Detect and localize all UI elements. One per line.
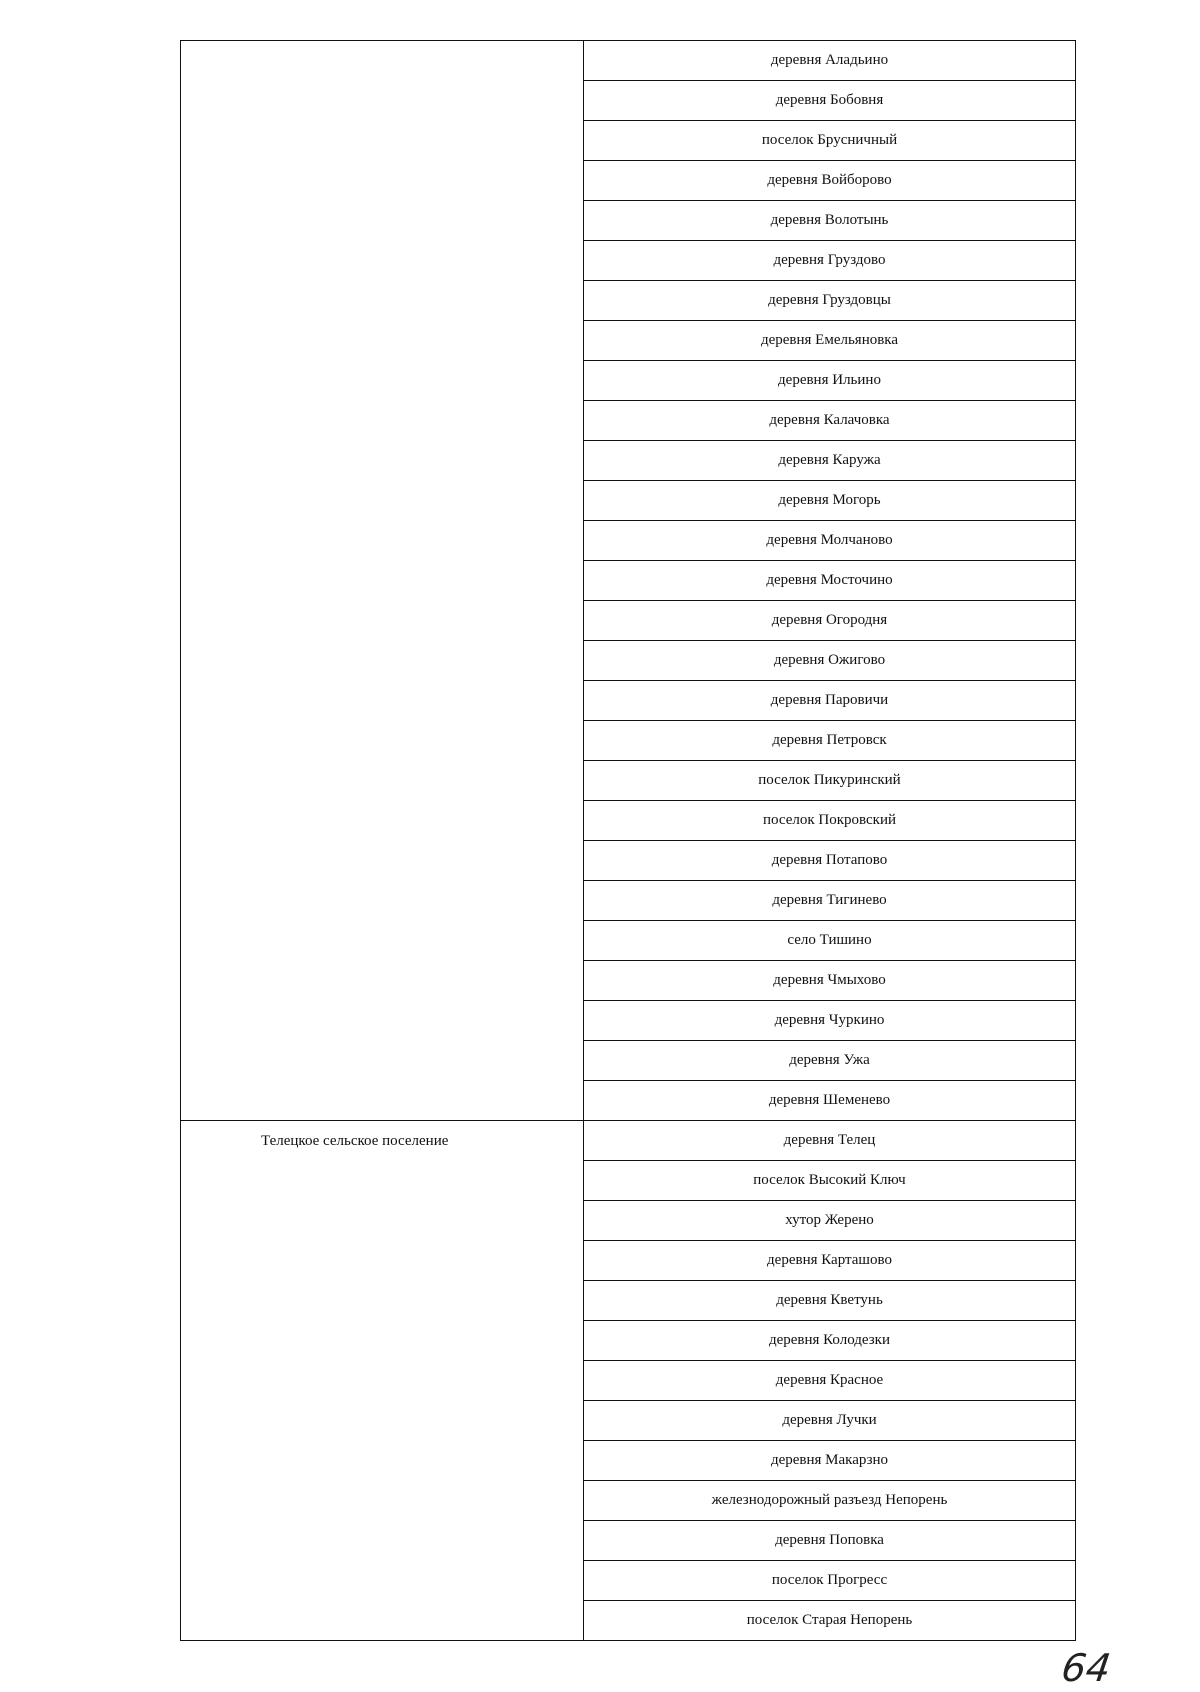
settlement-name: деревня Волотынь — [584, 201, 1076, 241]
settlement-name: поселок Высокий Ключ — [584, 1161, 1076, 1201]
settlement-name: деревня Кветунь — [584, 1281, 1076, 1321]
settlement-name: поселок Пикуринский — [584, 761, 1076, 801]
settlement-name: деревня Могорь — [584, 481, 1076, 521]
table-row — [181, 1121, 1076, 1161]
settlement-name: деревня Каружа — [584, 441, 1076, 481]
settlement-name: поселок Старая Непорень — [584, 1601, 1076, 1641]
settlement-name: поселок Прогресс — [584, 1561, 1076, 1601]
settlement-name: деревня Чуркино — [584, 1001, 1076, 1041]
district-cell — [181, 1121, 584, 1641]
settlement-name: деревня Тигинево — [584, 881, 1076, 921]
settlement-name: железнодорожный разъезд Непорень — [584, 1481, 1076, 1521]
settlement-name: деревня Ожигово — [584, 641, 1076, 681]
settlement-name: деревня Карташово — [584, 1241, 1076, 1281]
settlement-name: деревня Петровск — [584, 721, 1076, 761]
settlement-name: деревня Поповка — [584, 1521, 1076, 1561]
district-name — [181, 41, 583, 53]
settlement-name: деревня Груздово — [584, 241, 1076, 281]
settlement-name: деревня Лучки — [584, 1401, 1076, 1441]
settlement-name: деревня Ильино — [584, 361, 1076, 401]
settlement-name: деревня Бобовня — [584, 81, 1076, 121]
settlement-name: деревня Огородня — [584, 601, 1076, 641]
settlement-name: деревня Шеменево — [584, 1081, 1076, 1121]
settlement-name: деревня Макарзно — [584, 1441, 1076, 1481]
settlement-name: деревня Телец — [584, 1121, 1076, 1161]
settlement-name: деревня Колодезки — [584, 1321, 1076, 1361]
settlement-name: деревня Войборово — [584, 161, 1076, 201]
settlement-name: деревня Груздовцы — [584, 281, 1076, 321]
settlement-name: хутор Жерено — [584, 1201, 1076, 1241]
settlement-name: деревня Мосточино — [584, 561, 1076, 601]
settlements-table-body — [181, 41, 1076, 1641]
settlement-name: деревня Аладьино — [584, 41, 1076, 81]
district-name: Телецкое сельское поселение — [261, 1133, 449, 1149]
district-cell — [181, 41, 584, 1121]
settlement-name: деревня Ужа — [584, 1041, 1076, 1081]
settlement-name: поселок Брусничный — [584, 121, 1076, 161]
settlement-name: деревня Молчаново — [584, 521, 1076, 561]
settlement-name: деревня Чмыхово — [584, 961, 1076, 1001]
page-number: 64 — [1058, 1646, 1114, 1690]
settlement-name: деревня Паровичи — [584, 681, 1076, 721]
settlement-name: деревня Емельяновка — [584, 321, 1076, 361]
settlement-name: деревня Калачовка — [584, 401, 1076, 441]
settlement-name: село Тишино — [584, 921, 1076, 961]
table-row — [181, 41, 1076, 81]
settlement-name: деревня Красное — [584, 1361, 1076, 1401]
settlements-table — [180, 40, 1076, 1641]
settlement-name: деревня Потапово — [584, 841, 1076, 881]
settlement-name: поселок Покровский — [584, 801, 1076, 841]
